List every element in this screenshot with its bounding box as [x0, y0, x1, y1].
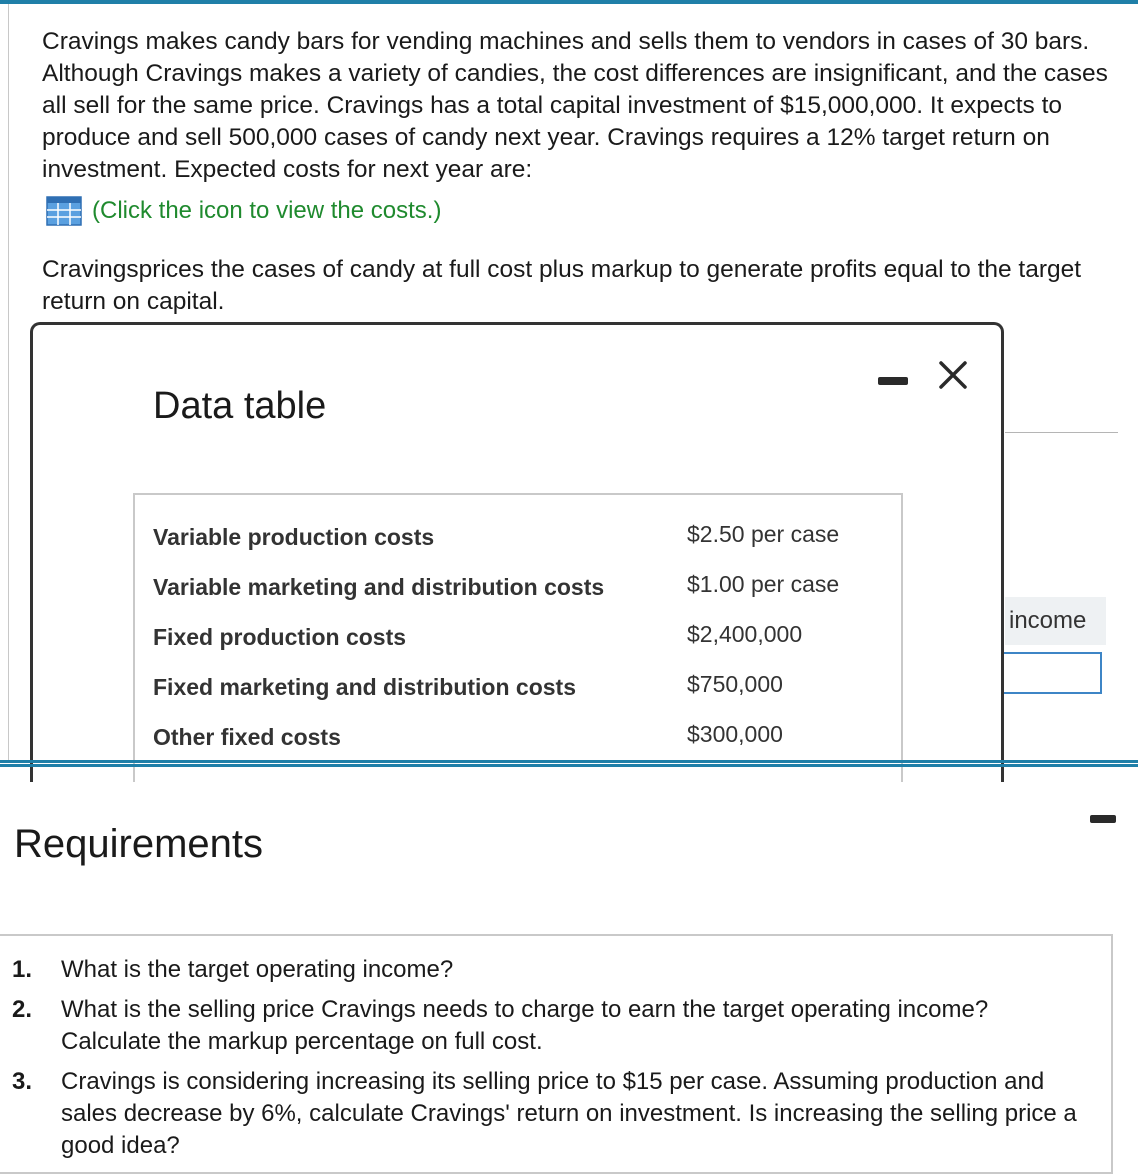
row-label: Fixed production costs	[153, 624, 407, 650]
row-value: $1.00 per case	[687, 571, 840, 597]
view-costs-link[interactable]	[46, 196, 441, 226]
table-row	[135, 662, 901, 712]
row-value: $2,400,000	[687, 621, 803, 647]
item-number: 3.	[12, 1068, 33, 1095]
top-accent-bar	[0, 0, 1138, 4]
item-text: What is the target operating income?	[61, 956, 454, 983]
table-grid-icon[interactable]	[46, 196, 82, 226]
requirements-minimize-button[interactable]	[1090, 815, 1116, 823]
row-label: Variable marketing and distribution costs	[153, 574, 605, 600]
section-divider	[0, 764, 1138, 767]
data-table-dialog	[30, 322, 1004, 782]
requirements-title: Requirements	[14, 822, 264, 866]
income-column-header: income	[1005, 597, 1106, 645]
close-icon[interactable]	[933, 355, 973, 395]
minimize-button[interactable]	[878, 377, 908, 385]
pricing-text: Cravingsprices the cases of candy at full cost plus markup to generate profits equal to the target return on capital.	[42, 256, 1082, 315]
left-rule	[8, 4, 9, 760]
row-value: $750,000	[687, 671, 783, 697]
table-row	[135, 612, 901, 662]
row-label: Fixed marketing and distribution costs	[153, 674, 577, 700]
item-text: What is the selling price Cravings needs to charge to earn the target operating income? Calculate the markup percentage on full cost.	[61, 996, 989, 1055]
dialog-title: Data table	[153, 385, 327, 427]
background-divider	[1005, 432, 1118, 433]
table-row	[135, 712, 901, 762]
close-button[interactable]	[933, 355, 973, 395]
requirements-list	[0, 934, 1113, 1174]
section-divider	[0, 760, 1138, 763]
row-value: $2.50 per case	[687, 521, 840, 547]
row-label: Variable production costs	[153, 524, 435, 550]
row-value: $300,000	[687, 721, 783, 747]
income-answer-input[interactable]	[1004, 652, 1102, 694]
view-costs-link-label[interactable]: (Click the icon to view the costs.)	[92, 197, 442, 224]
table-row	[135, 512, 901, 562]
row-label: Other fixed costs	[153, 724, 341, 750]
item-number: 1.	[12, 956, 33, 983]
item-number: 2.	[12, 996, 33, 1023]
problem-intro-text: Cravings makes candy bars for vending machines and sells them to vendors in cases of 30 bars. Although Cravings makes a variety of candies, the cost differences are insignificant, and the cases all sell for the same price. Cravings has a total capital investment of $15,000,000. It expects to produce and sell 500,000 cases of candy next year. Cravings requires a 12% target return on investment. Expected costs for next year are:	[42, 28, 1108, 183]
item-text: Cravings is considering increasing its selling price to $15 per case. Assuming production and sales decrease by 6%, calculate Cravings' return on investment. Is increasing the selling price a good idea?	[61, 1068, 1077, 1159]
table-row	[135, 562, 901, 612]
costs-data-table	[133, 493, 903, 782]
